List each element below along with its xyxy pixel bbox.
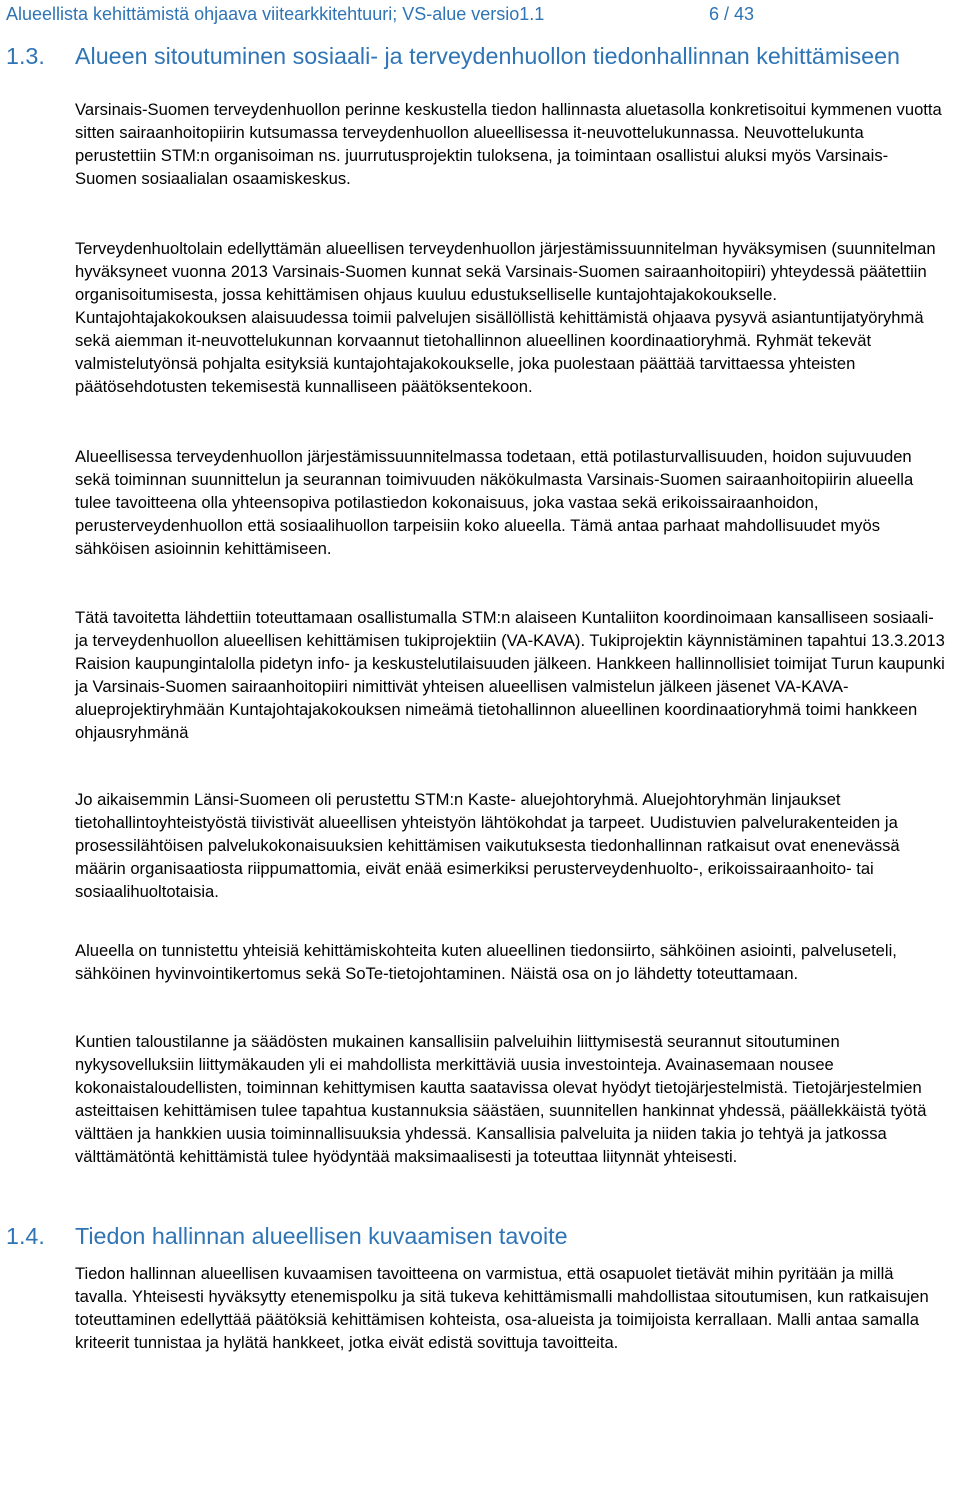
section-1-4-title: Tiedon hallinnan alueellisen kuvaamisen tavoite [75,1223,568,1249]
section-1-3-title: Alueen sitoutuminen sosiaali- ja terveydenhuollon tiedonhallinnan kehittämiseen [75,43,900,69]
section-1-3-paragraph: Kuntien taloustilanne ja säädösten mukainen kansallisiin palveluihin liittymisestä seurannut sitoutuminen nykysovelluksiin liittymäkauden yli ei mahdollista merkittäviä uusia investointeja. Avainasemaan nousee kokonaistaloudellisten, toiminnan kehittymisen kautta saatavissa olevat hyödyt tietojärjestelmistä. Tietojärjestelmien asteittaisen kehittämisen tulee tapahtua kustannuksia säästäen, suunnitellen hankinnat yhdessä, päällekkäistä työtä välttäen ja hankkien uusia toiminnallisuuksia yhdessä. Kansallisia palveluita ja niiden takia jo tehtyä ja jatkossa välttämätöntä kehittämistä tulee hyödyntää maksimaalisesti ja toteuttaa liitynnät yhteisesti. [75,1032,927,1166]
section-1-4-heading [6,1222,568,1251]
section-1-3-paragraph: Alueella on tunnistettu yhteisiä kehittämiskohteita kuten alueellinen tiedonsiirto, sähköinen asiointi, palveluseteli, sähköinen hyvinvointikertomus sekä SoTe-tietojohtaminen. Näistä osa on jo lähdetty toteuttamaan. [75,941,897,983]
section-1-4-paragraph: Tiedon hallinnan alueellisen kuvaamisen tavoitteena on varmistua, että osapuolet tietävät mihin pyritään ja millä tavalla. Yhteisesti hyväksytty etenemispolku ja sitä tukeva kehittämismalli mahdollistaa sitoutumisen, kun ratkaisujen toteuttaminen edellyttää päätöksiä kehittämisen kohteista, osa-alueista ja toimijoista kerrallaan. Malli antaa samalla kriteerit tunnistaa ja hylätä hankkeet, jotka eivät edistä sovittuja tavoitteita. [75,1264,929,1352]
section-1-3-paragraph: Varsinais-Suomen terveydenhuollon perinne keskustella tiedon hallinnasta aluetasolla konkretisoitui kymmenen vuotta sitten sairaanhoitopiirin kutsumassa terveydenhuollon alueellisessa it-neuvottelukunnassa. Neuvottelukunta perustettiin STM:n organisoiman ns. juurrutusprojektin tuloksena, ja toimintaan osallistui aluksi myös Varsinais-Suomen sosiaalialan osaamiskeskus. [75,100,942,188]
header-page-number: 6 / 43 [708,4,754,24]
section-1-3-heading [6,42,941,71]
section-1-3-paragraph: Jo aikaisemmin Länsi-Suomeen oli perustettu STM:n Kaste- aluejohtoryhmä. Aluejohtoryhmän linjaukset tietohallintoyhteistyöstä tiivistivät alueellisen yhteistyön lähtökohdat ja tarpeet. Uudistuvien palvelurakenteiden ja prosessilähtöisen palvelukokonaisuuksien kehittämisen vaikutuksesta tiedonhallinnan ratkaisut ovat enenevässä määrin organisaatiosta riippumattomia, eivät enää esimerkiksi perusterveydenhuolto-, erikoissairaanhoito- tai sosiaalihuoltotaisia. [75,790,900,901]
section-1-3-paragraph: Alueellisessa terveydenhuollon järjestämissuunnitelmassa todetaan, että potilasturvallisuuden, hoidon sujuvuuden sekä toiminnan suunnittelun ja seurannan toimivuuden näkökulmasta Varsinais-Suomen sairaanhoitopiirin alueella tulee tavoitteena olla yhteensopiva potilastiedon kokonaisuus, joka vastaa sekä erikoissairaanhoidon, perusterveydenhuollon että sosiaalihuollon tarpeisiin koko alueella. Tämä antaa parhaat mahdollisuudet myös sähköisen asioinnin kehittämiseen. [75,447,914,558]
section-1-3-paragraph: Tätä tavoitetta lähdettiin toteuttamaan osallistumalla STM:n alaiseen Kuntaliiton koordinoimaan kansalliseen sosiaali- ja terveydenhuollon alueellisen kehittämisen tukiprojektiin (VA-KAVA). Tukiprojektin käynnistäminen tapahtui 13.3.2013 Raision kaupungintalolla pidetyn info- ja keskustelutilaisuuden jälkeen. Hankkeen hallinnollisiet toimijat Turun kaupunki ja Varsinais-Suomen sairaanhoitopiiri nimittivät yhteisen alueellisen valmistelun jälkeen jäsenet VA-KAVA-alueprojektiryhmään Kuntajohtajakokouksen nimeämä tietohallinnon alueellinen koordinaatioryhmä toimi hankkeen ohjausryhmänä [75,608,945,742]
running-header [6,4,754,25]
header-document-title: Alueellista kehittämistä ohjaava viitearkkitehtuuri; VS-alue versio1.1 [6,4,545,24]
section-1-3-paragraph: Terveydenhuoltolain edellyttämän alueellisen terveydenhuollon järjestämissuunnitelman hyväksymisen (suunnitelman hyväksyneet vuonna 2013 Varsinais-Suomen kunnat sekä Varsinais-Suomen sairaanhoitopiiri) yhteydessä päätettiin organisoitumisesta, jossa kehittämisen ohjaus kuuluu edustukselliselle kuntajohtajakokoukselle. Kuntajohtajakokouksen alaisuudessa toimii palvelujen sisällöllistä kehittämistä ohjaava pysyvä asiantuntijatyöryhmä sekä aiemman it-neuvottelukunnan korvaannut tietohallinnon alueellinen koordinaatioryhmä. Ryhmät tekevät valmistelutyönsä pohjalta esityksiä kuntajohtajakokoukselle, joka puolestaan päättää tarvittaessa yhteisten päätösehdotusten tekemisestä kunnalliseen päätöksentekoon. [75,239,936,396]
section-1-3-number: 1.3. [6,43,45,69]
section-1-4-number: 1.4. [6,1223,45,1249]
